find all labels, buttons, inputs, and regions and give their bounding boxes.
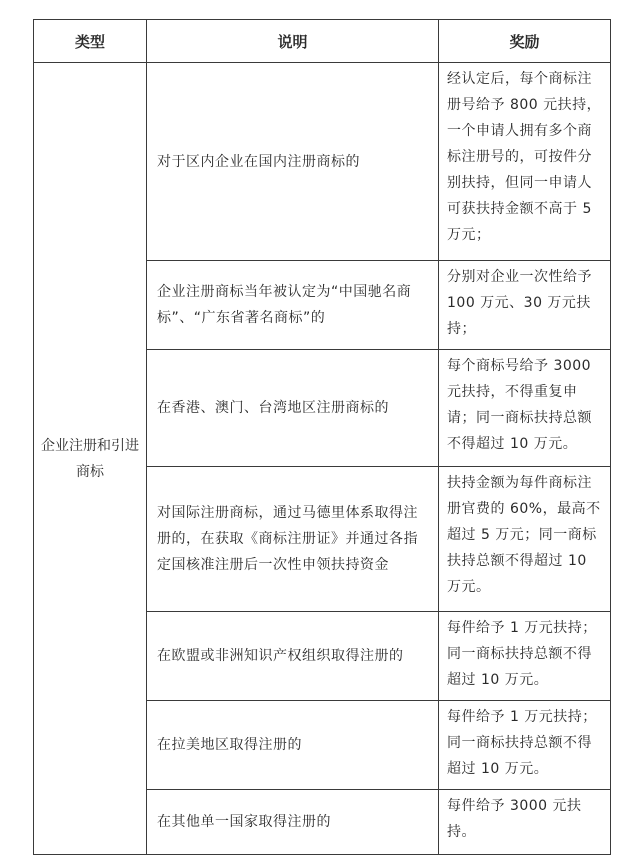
description-cell: 在香港、澳门、台湾地区注册商标的 bbox=[147, 350, 439, 467]
trademark-subsidy-table bbox=[33, 19, 611, 855]
table-header-row bbox=[34, 20, 611, 63]
policy-table-container bbox=[33, 19, 611, 855]
reward-cell: 经认定后，每个商标注册号给予 800 元扶持，一个申请人拥有多个商标注册号的，可按件分别扶持，但同一申请人可获扶持金额不高于 5 万元； bbox=[439, 63, 611, 261]
header-description: 说明 bbox=[147, 20, 439, 63]
reward-cell: 每件给予 3000 元扶持。 bbox=[439, 790, 611, 855]
description-cell: 在其他单一国家取得注册的 bbox=[147, 790, 439, 855]
description-cell: 企业注册商标当年被认定为“中国驰名商标”、“广东省著名商标”的 bbox=[147, 261, 439, 350]
header-reward: 奖励 bbox=[439, 20, 611, 63]
description-cell: 对于区内企业在国内注册商标的 bbox=[147, 63, 439, 261]
type-cell: 企业注册和引进商标 bbox=[34, 63, 147, 855]
reward-cell: 扶持金额为每件商标注册官费的 60%，最高不超过 5 万元；同一商标扶持总额不得超过 10 万元。 bbox=[439, 467, 611, 612]
header-type: 类型 bbox=[34, 20, 147, 63]
description-cell: 在拉美地区取得注册的 bbox=[147, 701, 439, 790]
table-row bbox=[34, 63, 611, 261]
reward-cell: 每个商标号给予 3000 元扶持，不得重复申请；同一商标扶持总额不得超过 10 万元。 bbox=[439, 350, 611, 467]
reward-cell: 分别对企业一次性给予 100 万元、30 万元扶持； bbox=[439, 261, 611, 350]
reward-cell: 每件给予 1 万元扶持；同一商标扶持总额不得超过 10 万元。 bbox=[439, 701, 611, 790]
reward-cell: 每件给予 1 万元扶持；同一商标扶持总额不得超过 10 万元。 bbox=[439, 612, 611, 701]
description-cell: 在欧盟或非洲知识产权组织取得注册的 bbox=[147, 612, 439, 701]
description-cell: 对国际注册商标，通过马德里体系取得注册的，在获取《商标注册证》并通过各指定国核准注册后一次性申领扶持资金 bbox=[147, 467, 439, 612]
